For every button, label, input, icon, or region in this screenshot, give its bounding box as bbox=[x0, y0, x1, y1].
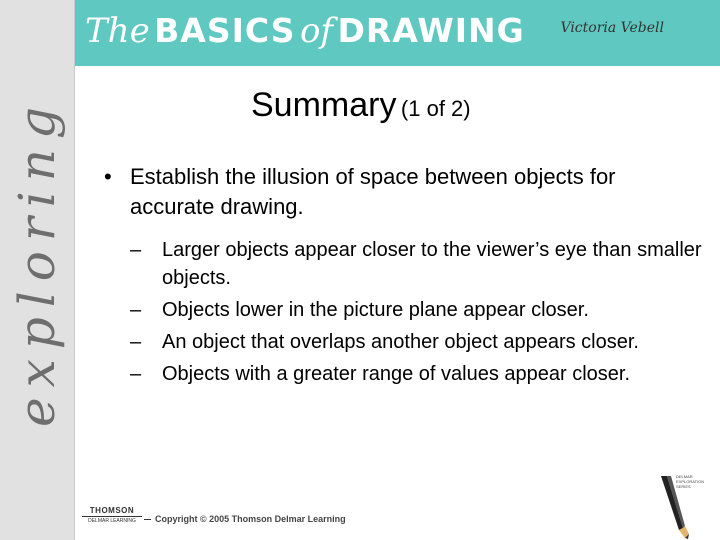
header-title-basics: BASICS bbox=[154, 11, 296, 50]
sub-bullet-text: Objects lower in the picture plane appear closer. bbox=[162, 299, 589, 321]
bullet-list bbox=[104, 162, 704, 392]
slide-title-main: Summary bbox=[251, 86, 397, 124]
slide-title-subtitle: (1 of 2) bbox=[400, 96, 471, 121]
footer-divider bbox=[144, 519, 151, 520]
sub-bullet-item bbox=[130, 328, 704, 356]
series-logo-line: DELMAR bbox=[676, 474, 693, 479]
publisher-logo bbox=[82, 506, 142, 524]
sub-bullet-text: Larger objects appear closer to the viewer’s eye than smaller objects. bbox=[162, 239, 702, 289]
sub-bullet-marker: – bbox=[130, 331, 142, 353]
series-logo-line: SERIES bbox=[676, 484, 691, 489]
header-author: Victoria Vebell bbox=[560, 20, 664, 36]
sub-bullet-marker: – bbox=[130, 299, 142, 321]
sub-bullet-list bbox=[104, 236, 704, 388]
sub-bullet-item bbox=[130, 360, 704, 388]
sub-bullet-item bbox=[130, 296, 704, 324]
sub-bullet-text: Objects with a greater range of values appear closer. bbox=[162, 363, 631, 385]
series-logo-text bbox=[676, 474, 716, 489]
header-title-of: of bbox=[299, 11, 334, 51]
bullet-item bbox=[104, 162, 704, 222]
bullet-marker: • bbox=[104, 164, 112, 189]
series-logo-line: EXPLORATION bbox=[676, 479, 705, 484]
copyright-text: Copyright © 2005 Thomson Delmar Learning bbox=[155, 514, 346, 524]
sub-bullet-text: An object that overlaps another object appears closer. bbox=[162, 331, 639, 353]
header-banner bbox=[75, 0, 720, 66]
sidebar-word: exploring bbox=[8, 97, 66, 427]
sidebar-strip bbox=[0, 0, 75, 540]
header-title bbox=[85, 8, 525, 61]
publisher-logo-bottom: DELMAR LEARNING bbox=[88, 518, 136, 524]
publisher-logo-top: THOMSON bbox=[89, 506, 135, 515]
sub-bullet-marker: – bbox=[130, 363, 142, 385]
header-title-the: The bbox=[85, 11, 150, 51]
header-title-drawing: DRAWING bbox=[337, 11, 525, 50]
sub-bullet-item bbox=[130, 236, 704, 292]
sub-bullet-marker: – bbox=[130, 239, 142, 261]
slide-title bbox=[251, 86, 471, 125]
bullet-text: Establish the illusion of space between objects for accurate drawing. bbox=[130, 164, 616, 219]
publisher-logo-divider bbox=[82, 516, 142, 517]
